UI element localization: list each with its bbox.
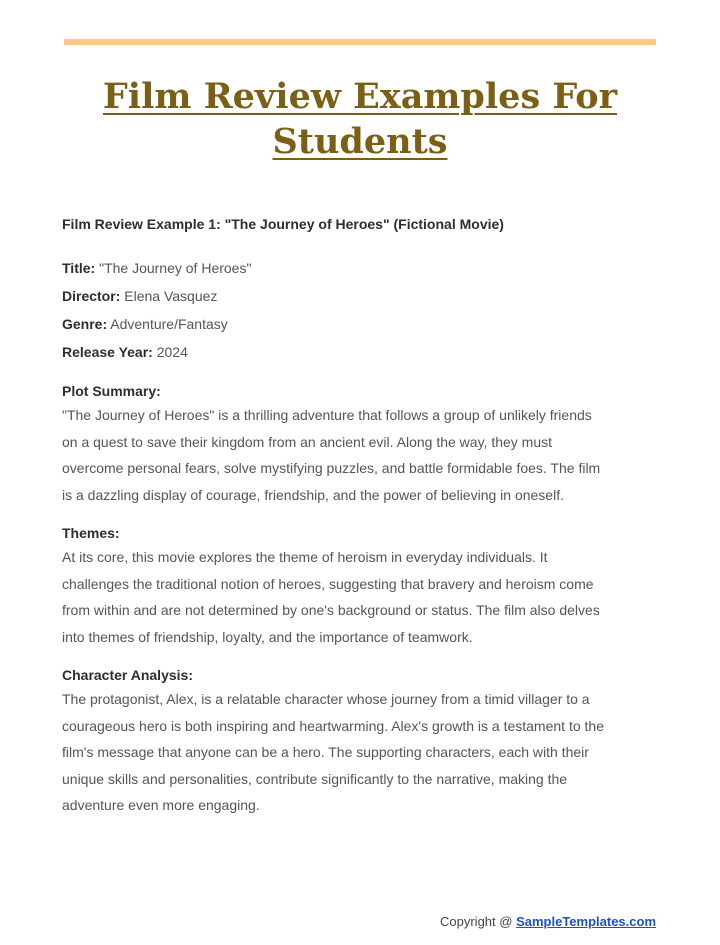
copyright-label: Copyright @	[440, 914, 513, 929]
body-line: At its core, this movie explores the theme of heroism in everyday individuals. It	[62, 549, 548, 565]
body-line: courageous hero is both inspiring and heartwarming. Alex's growth is a testament to the	[62, 717, 604, 734]
meta-label: Title:	[62, 260, 96, 276]
section-body	[62, 402, 662, 508]
section-body	[62, 544, 662, 650]
section-heading: Plot Summary:	[62, 383, 161, 399]
example-heading: Film Review Example 1: "The Journey of Heroes" (Fictional Movie)	[62, 216, 504, 232]
meta-release-year-row	[62, 338, 662, 366]
body-line: into themes of friendship, loyalty, and the importance of teamwork.	[62, 628, 473, 645]
meta-value: 2024	[156, 344, 188, 360]
meta-value: "The Journey of Heroes"	[99, 260, 252, 276]
meta-value: Adventure/Fantasy	[110, 316, 228, 332]
themes-section	[62, 522, 662, 650]
page-title-line-2: Students	[272, 121, 448, 162]
meta-label: Director:	[62, 288, 121, 304]
body-line: overcome personal fears, solve mystifying puzzles, and battle formidable foes. The film	[62, 460, 601, 476]
page-title-line-1: Film Review Examples For	[102, 76, 618, 117]
body-line: "The Journey of Heroes" is a thrilling adventure that follows a group of unlikely friends	[62, 407, 592, 423]
section-body	[62, 686, 662, 819]
review-content	[62, 214, 662, 819]
meta-label: Release Year:	[62, 344, 153, 360]
character-analysis-section	[62, 664, 662, 819]
meta-genre-row	[62, 310, 662, 338]
meta-value: Elena Vasquez	[124, 288, 218, 304]
copyright-footer	[440, 914, 656, 929]
plot-summary-section	[62, 380, 662, 508]
body-line: film's message that anyone can be a hero. The supporting characters, each with their	[62, 744, 589, 760]
body-line: is a dazzling display of courage, friendship, and the power of believing in oneself.	[62, 486, 564, 503]
body-line: The protagonist, Alex, is a relatable character whose journey from a timid villager to a	[62, 691, 590, 707]
meta-title-row	[62, 254, 662, 282]
top-accent-bar	[64, 39, 656, 45]
film-meta	[62, 254, 662, 366]
meta-label: Genre:	[62, 316, 108, 332]
body-line: unique skills and personalities, contribute significantly to the narrative, making the	[62, 770, 568, 787]
page-title	[40, 74, 680, 164]
section-heading: Themes:	[62, 525, 120, 541]
sampletemplates-link[interactable]: SampleTemplates.com	[516, 914, 656, 929]
section-heading: Character Analysis:	[62, 667, 193, 683]
body-line: challenges the traditional notion of heroes, suggesting that bravery and heroism come	[62, 575, 594, 592]
body-line: on a quest to save their kingdom from an ancient evil. Along the way, they must	[62, 433, 553, 450]
body-line: adventure even more engaging.	[62, 797, 260, 813]
body-line: from within and are not determined by one's background or status. The film also delves	[62, 602, 600, 618]
meta-director-row	[62, 282, 662, 310]
